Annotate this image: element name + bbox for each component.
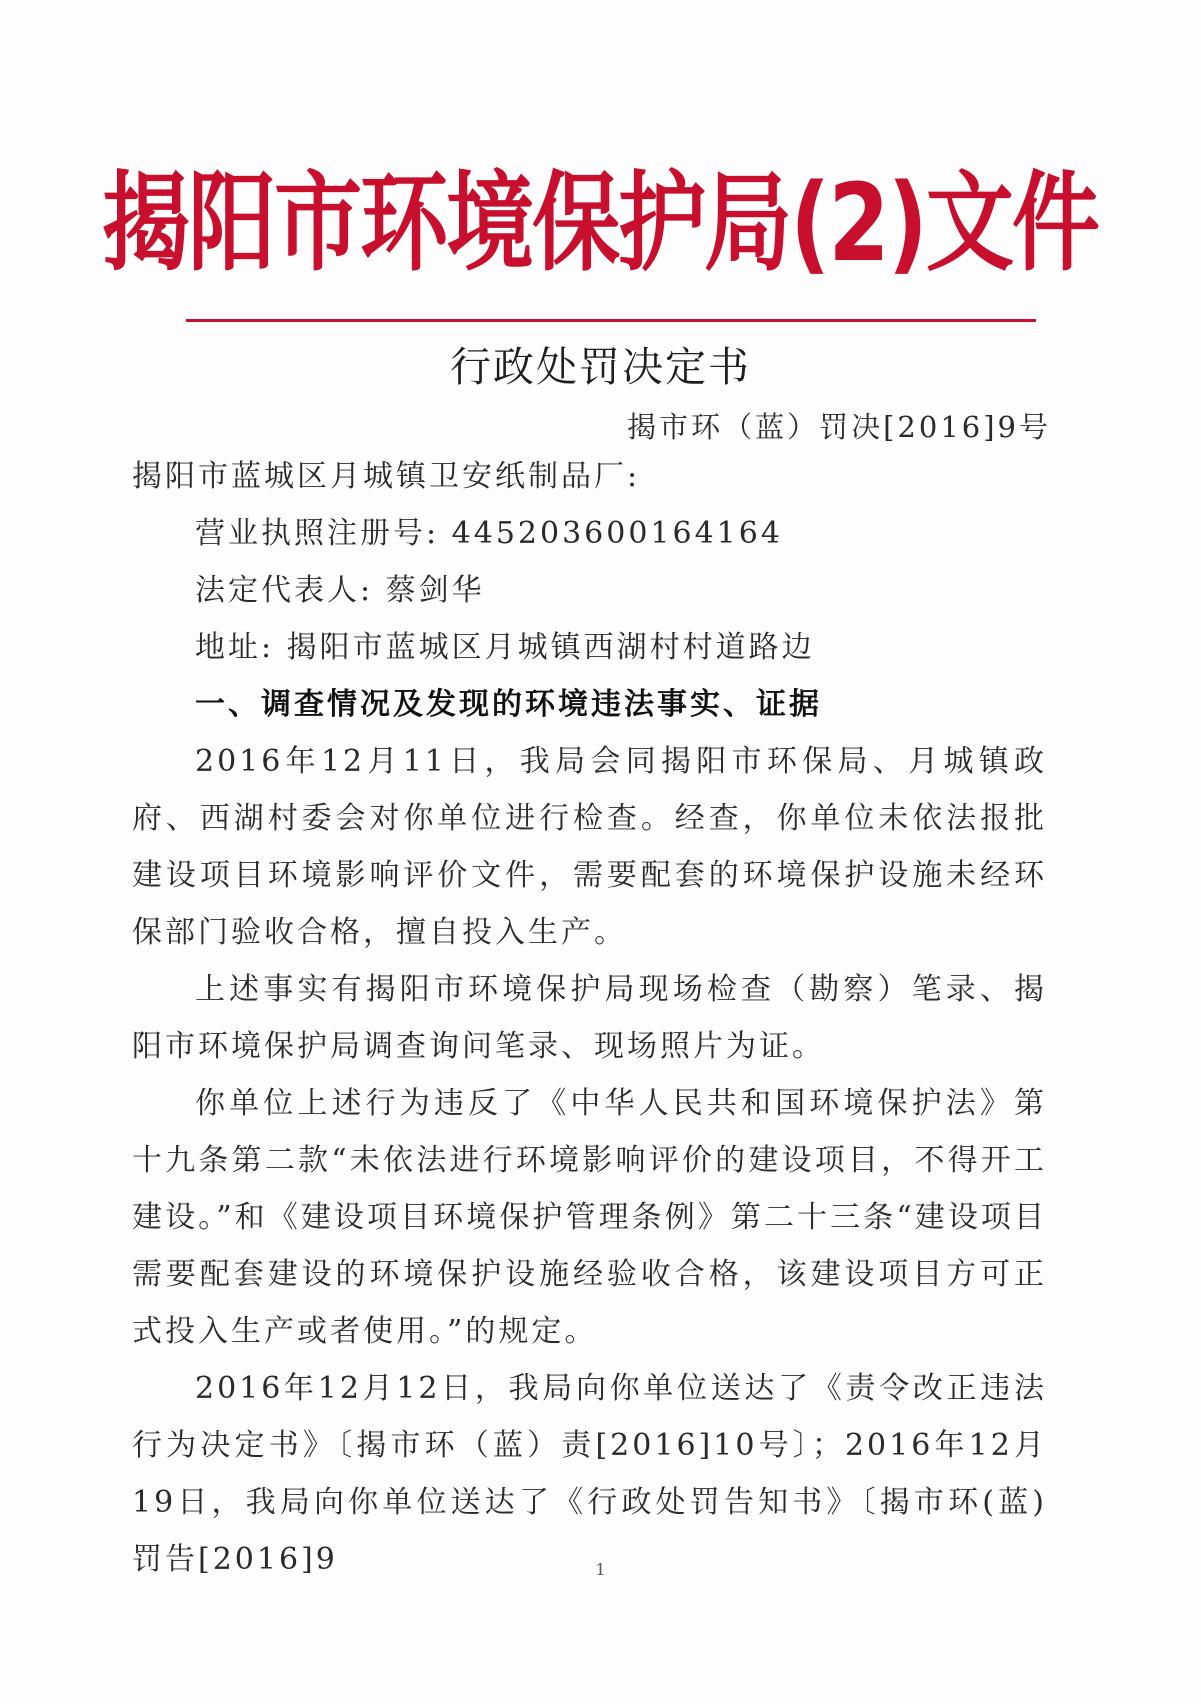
document-title: 行政处罚决定书 — [450, 343, 751, 391]
license-line: 营业执照注册号: 445203600164164 — [195, 516, 783, 551]
document-number: 揭市环（蓝）罚决[2016]9号 — [627, 410, 1051, 444]
paragraph-notices: 2016年12月12日，我局向你单位送达了《责令改正违法行为决定书》〔揭市环（蓝）责[2016]10号〕；2016年12月19日，我局向你单位送达了《行政处罚告知书》〔揭市环(蓝)罚告[2016]9 — [132, 1371, 1047, 1577]
page-number: 1 — [595, 1560, 606, 1579]
document-body — [132, 448, 1047, 1588]
address-line: 地址: 揭阳市蓝城区月城镇西湖村村道路边 — [195, 630, 815, 665]
section-heading: 一、调查情况及发现的环境违法事实、证据 — [195, 687, 822, 722]
legal-rep-line: 法定代表人: 蔡剑华 — [195, 573, 485, 608]
masthead-title: 揭阳市环境保护局(2)文件 — [102, 160, 1098, 286]
paragraph-inspection: 2016年12月11日，我局会同揭阳市环保局、月城镇政府、西湖村委会对你单位进行检查。经查，你单位未依法报批建设项目环境影响评价文件，需要配套的环境保护设施未经环保部门验收合格，擅自投入生产。 — [132, 744, 1047, 950]
paragraph-violation: 你单位上述行为违反了《中华人民共和国环境保护法》第十九条第二款“未依法进行环境影响评价的建设项目，不得开工建设。”和《建设项目环境保护管理条例》第二十三条“建设项目需要配套建设的环境保护设施经验收合格，该建设项目方可正式投入生产或者使用。”的规定。 — [132, 1086, 1047, 1349]
recipient-line: 揭阳市蓝城区月城镇卫安纸制品厂: — [132, 459, 641, 494]
paragraph-evidence: 上述事实有揭阳市环境保护局现场检查（勘察）笔录、揭阳市环境保护局调查询问笔录、现场照片为证。 — [132, 972, 1047, 1064]
red-divider-line — [186, 319, 1036, 322]
